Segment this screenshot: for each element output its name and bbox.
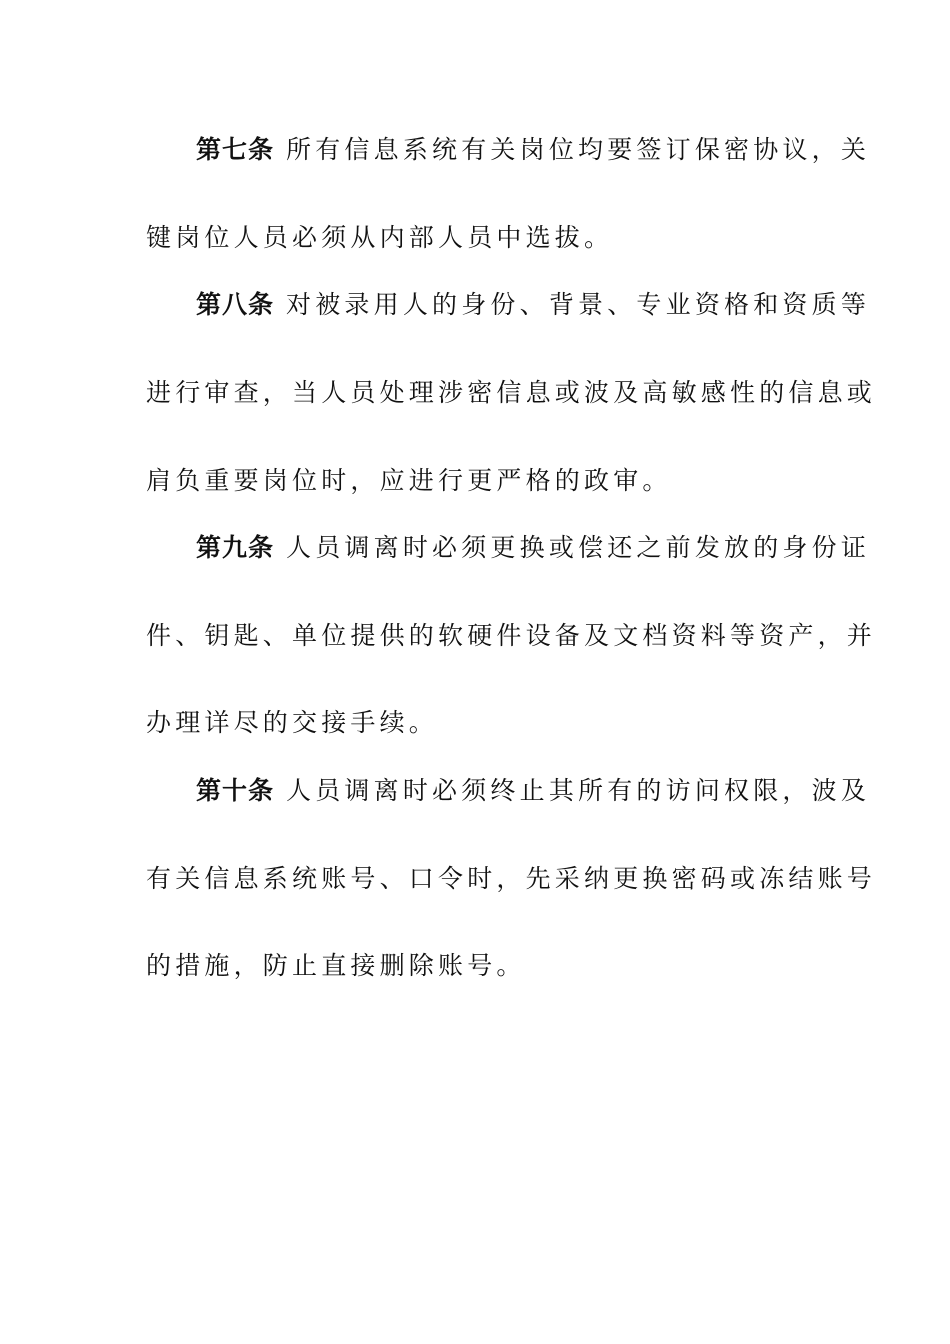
article-8-text-1: 对被录用人的身份、背景、专业资格和资质等 <box>286 290 871 319</box>
article-7-text-1: 所有信息系统有关岗位均要签订保密协议，关 <box>286 135 871 164</box>
article-9-line-2: 件、钥匙、单位提供的软硬件设备及文档资料等资产，并 <box>146 621 877 650</box>
article-9-line-1 <box>196 532 871 564</box>
article-7-line-2: 键岗位人员必须从内部人员中选拔。 <box>146 223 614 252</box>
article-7-label: 第七条 <box>196 135 275 164</box>
article-9-line-3: 办理详尽的交接手续。 <box>146 708 439 737</box>
article-8-line-1 <box>196 289 871 321</box>
article-9-text-1: 人员调离时必须更换或偿还之前发放的身份证 <box>286 533 871 562</box>
article-8-line-2: 进行审查，当人员处理涉密信息或波及高敏感性的信息或 <box>146 378 877 407</box>
article-7-line-1 <box>196 134 871 166</box>
article-8-line-3: 肩负重要岗位时，应进行更严格的政审。 <box>146 466 672 495</box>
article-10-text-1: 人员调离时必须终止其所有的访问权限，波及 <box>286 776 871 805</box>
article-10-line-3: 的措施，防止直接删除账号。 <box>146 951 526 980</box>
article-10-line-2: 有关信息系统账号、口令时，先采纳更换密码或冻结账号 <box>146 864 877 893</box>
article-9-label: 第九条 <box>196 533 275 562</box>
article-8-label: 第八条 <box>196 290 275 319</box>
article-10-line-1 <box>196 775 871 807</box>
article-10-label: 第十条 <box>196 776 275 805</box>
